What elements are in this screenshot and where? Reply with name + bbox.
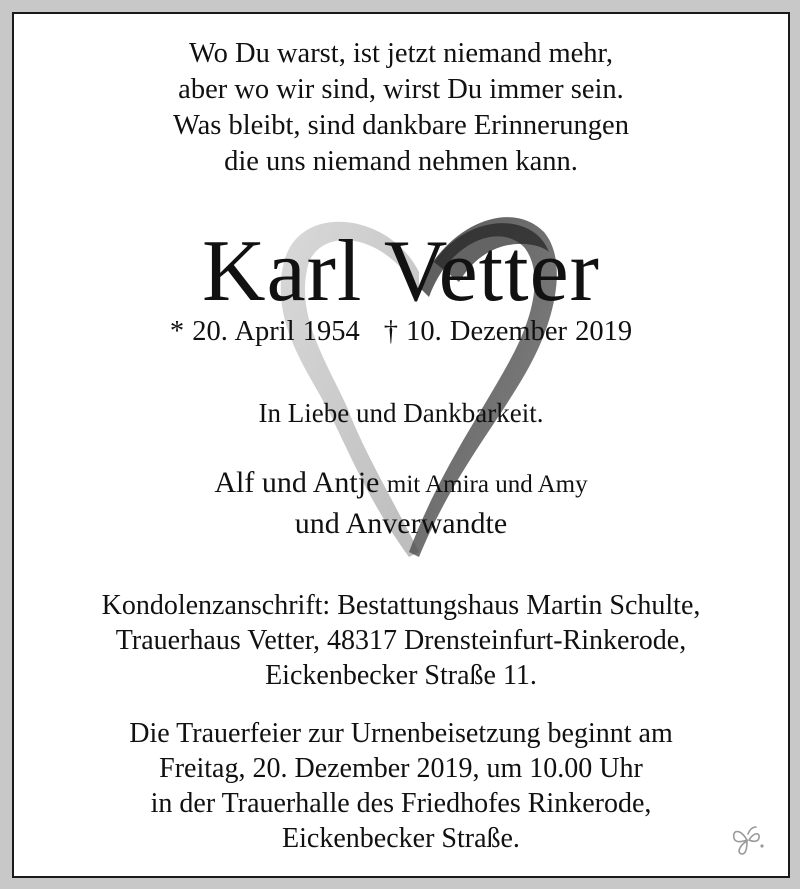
condolence-line: Trauerhaus Vetter, 48317 Drensteinfurt-Rinkerode, xyxy=(115,625,687,656)
obituary-card xyxy=(12,12,790,878)
verse-line: Wo Du warst, ist jetzt niemand mehr, xyxy=(189,38,613,69)
deceased-name: Karl Vetter xyxy=(202,223,600,320)
verse-line: aber wo wir sind, wirst Du immer sein. xyxy=(178,74,624,105)
service-line: Die Trauerfeier zur Urnenbeisetzung beginnt am xyxy=(129,718,673,749)
service-line: Eickenbecker Straße. xyxy=(282,823,520,854)
mourners-relatives: und Anverwandte xyxy=(294,507,508,540)
life-dates xyxy=(14,316,788,348)
mourners-with: mit Amira und Amy xyxy=(386,471,588,498)
mourners-main: Alf und Antje xyxy=(214,466,380,499)
verse-line: Was bleibt, sind dankbare Erinnerungen xyxy=(173,110,629,141)
service-line: in der Trauerhalle des Friedhofes Rinkerode, xyxy=(150,788,652,819)
condolence-line: Kondolenzanschrift: Bestattungshaus Martin Schulte, xyxy=(101,590,701,621)
death-date: † 10. Dezember 2019 xyxy=(383,316,633,347)
verse-line: die uns niemand nehmen kann. xyxy=(224,146,578,177)
condolence-line: Eickenbecker Straße 11. xyxy=(265,660,537,691)
butterfly-icon xyxy=(728,820,768,860)
mourners-line xyxy=(14,466,788,500)
service-line: Freitag, 20. Dezember 2019, um 10.00 Uhr xyxy=(159,753,643,784)
dedication: In Liebe und Dankbarkeit. xyxy=(258,398,544,428)
birth-date: * 20. April 1954 xyxy=(169,316,360,347)
